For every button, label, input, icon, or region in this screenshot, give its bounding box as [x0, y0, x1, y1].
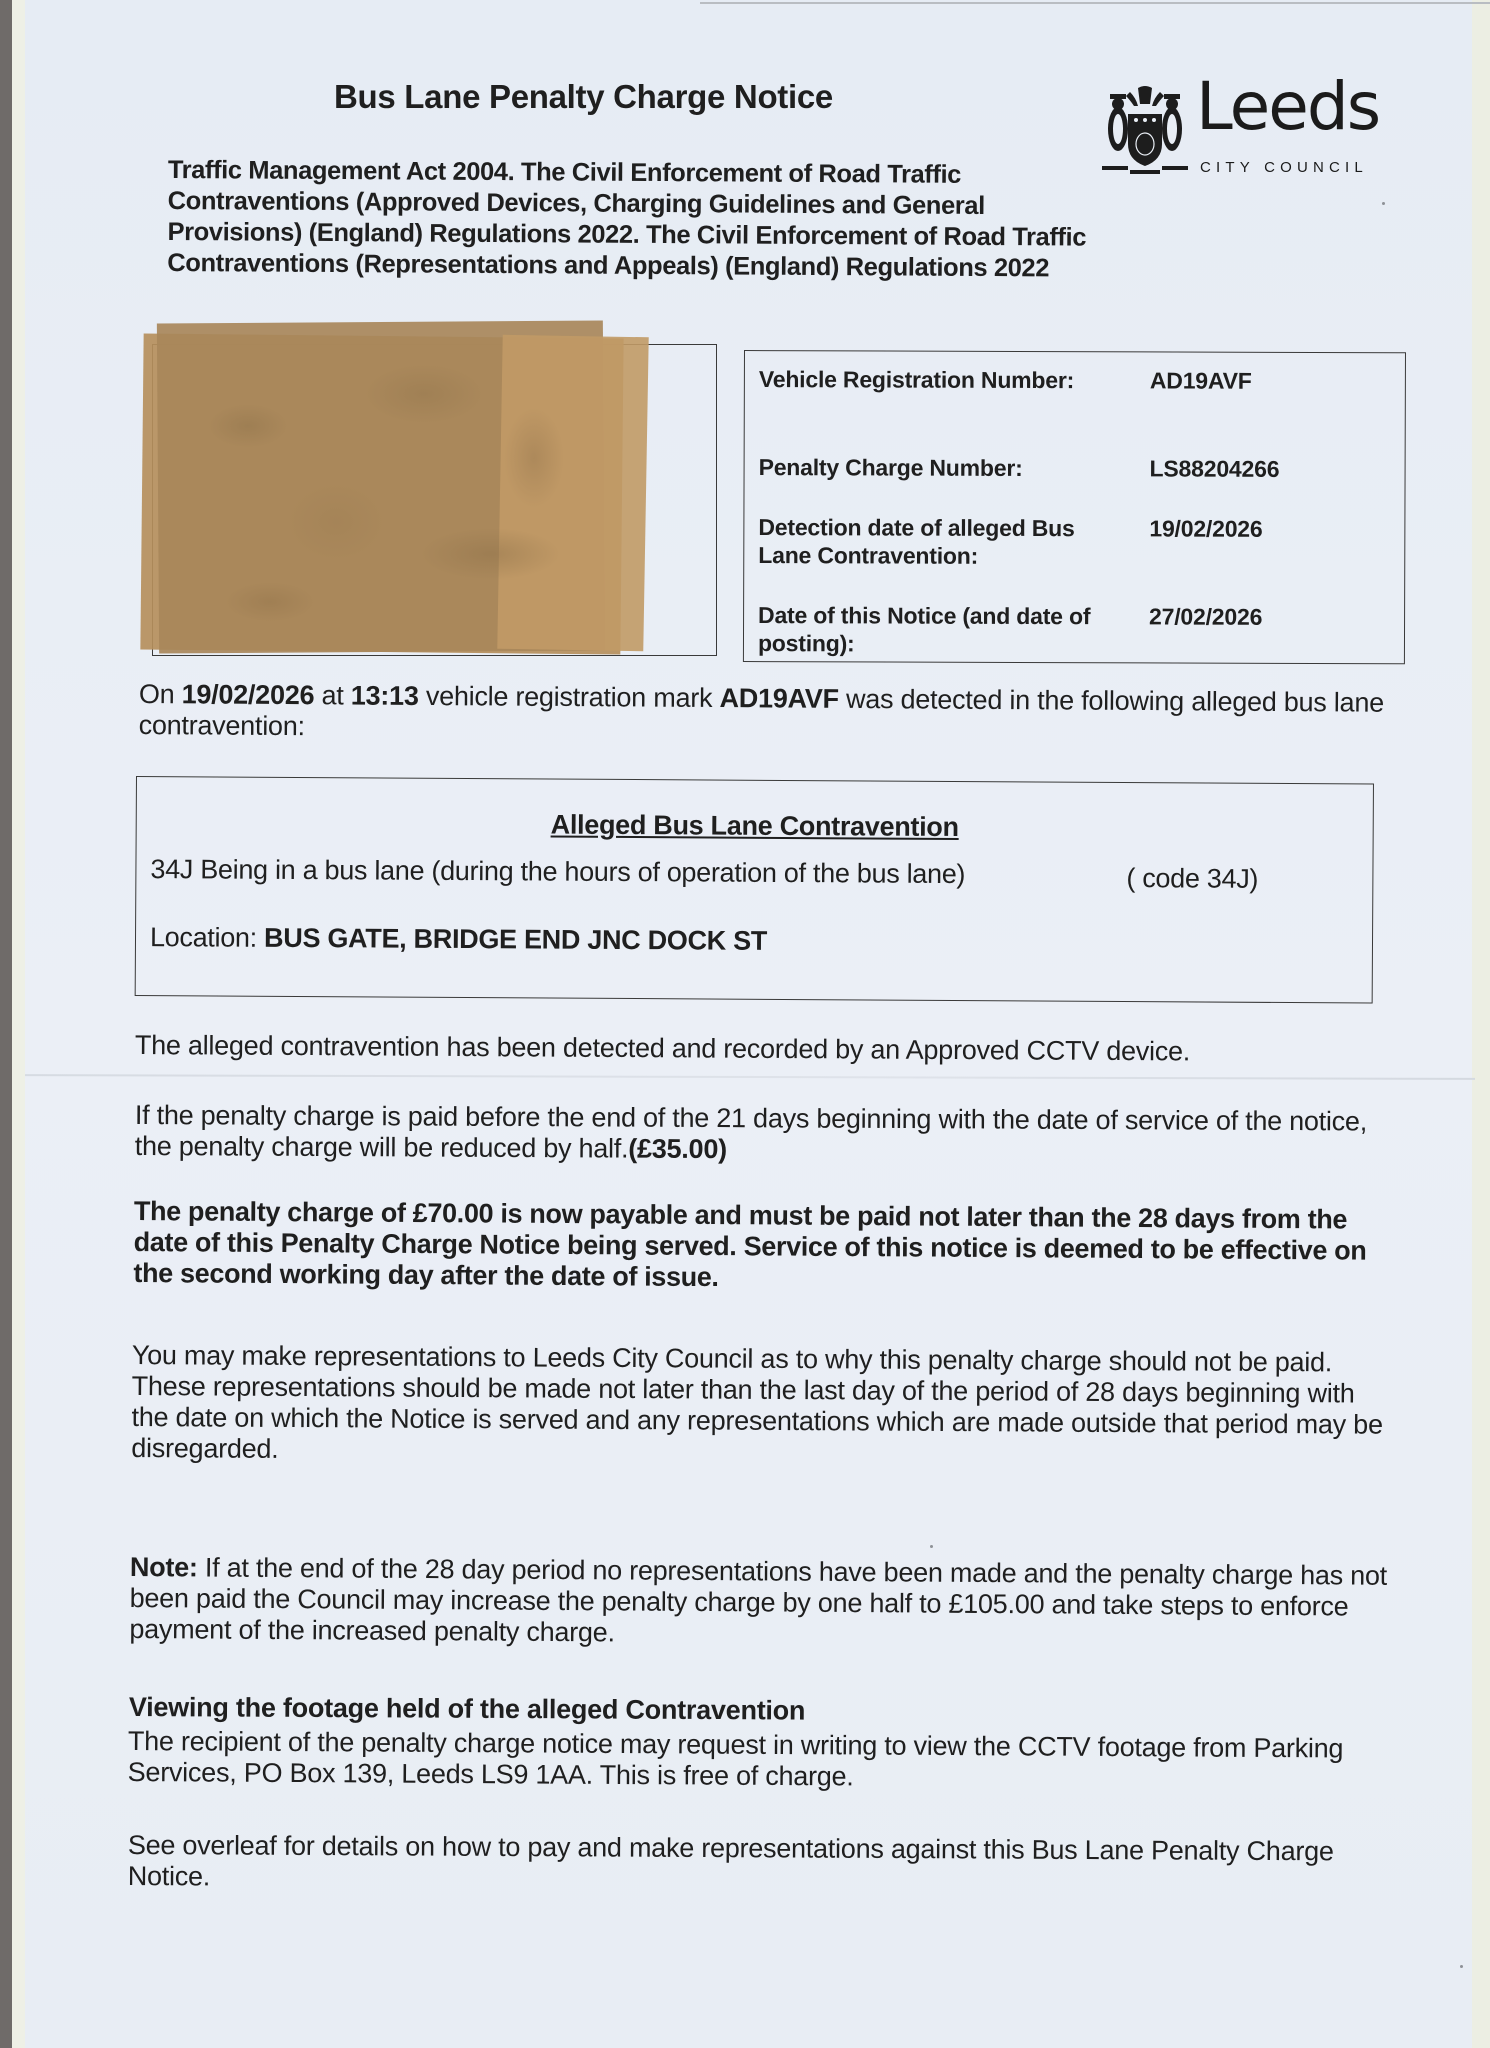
- representations-paragraph: You may make representations to Leeds City Council as to why this penalty charge should not be paid. These representations should be made not later than the last day of the period of 28 days beginning with the date on which the Notice is served and any representations which are made outside that period may be disregarded.: [131, 1340, 1383, 1464]
- detection-date: 19/02/2026: [181, 679, 315, 711]
- detection-date-value: 19/02/2026: [1149, 515, 1263, 542]
- note-label: Note:: [129, 1552, 198, 1583]
- detail-label: Detection date of alleged Bus Lane Contravention:: [758, 514, 1075, 569]
- location-value: BUS GATE, BRIDGE END JNC DOCK ST: [264, 922, 768, 956]
- contravention-description: 34J Being in a bus lane (during the hours of operation of the bus lane): [150, 854, 966, 890]
- detection-registration: AD19AVF: [719, 683, 839, 714]
- detection-text: On: [138, 679, 182, 710]
- logo-wordmark: Leeds: [1196, 68, 1380, 145]
- vehicle-registration-value: AD19AVF: [1149, 367, 1252, 394]
- contravention-heading: Alleged Bus Lane Contravention: [550, 809, 959, 843]
- cctv-statement: The alleged contravention has been detected and recorded by an Approved CCTV device.: [134, 1030, 1191, 1067]
- reduced-charge-text: If the penalty charge is paid before the end of the 21 days beginning with the date of service of the notice, the penalty charge will be reduced by half.: [134, 1100, 1368, 1164]
- reduced-charge-amount: (£35.00): [628, 1133, 727, 1165]
- legal-basis-text: Traffic Management Act 2004. The Civil Enforcement of Road Traffic Contraventions (Approved Devices, Charging Guidelines and General Provisions) (England) Regulations 2022. The Civil Enforcement of Road Traffic Contraventions (Representations and Appeals) (England) Regulations 2022: [167, 155, 1087, 283]
- location-label: Location:: [149, 922, 265, 953]
- overleaf-paragraph: See overleaf for details on how to pay and make representations against this Bus Lane Penalty Charge Notice.: [127, 1830, 1334, 1892]
- paper-speck: [1460, 1965, 1463, 1968]
- redaction-tape-texture: [160, 330, 600, 650]
- detection-text: vehicle registration mark: [418, 680, 720, 714]
- detail-label: Vehicle Registration Number:: [758, 366, 1075, 394]
- paper-speck: [930, 1545, 933, 1548]
- detection-time: 13:13: [350, 680, 419, 711]
- scanner-background: [0, 0, 12, 2048]
- contravention-box: [135, 776, 1374, 1004]
- contravention-code: ( code 34J): [1126, 863, 1259, 894]
- note-text: If at the end of the 28 day period no representations have been made and the penalty charge has not been paid the Council may increase the penalty charge by one half to £105.00 and take steps to enforce payment of the increased penalty charge.: [129, 1552, 1388, 1648]
- detection-text: was detected in the following alleged bus lane contravention:: [138, 683, 1385, 742]
- paper-top-edge: [700, 2, 1490, 4]
- penalty-charge-number-value: LS88204266: [1149, 455, 1280, 482]
- document-title: Bus Lane Penalty Charge Notice: [334, 78, 833, 115]
- contravention-location: [150, 922, 767, 957]
- note-paragraph: [129, 1552, 1390, 1654]
- detection-text: at: [314, 680, 351, 711]
- leeds-city-council-logo: [1100, 68, 1400, 180]
- footage-paragraph: The recipient of the penalty charge notice may request in writing to view the CCTV footage from Parking Services, PO Box 139, Leeds LS9 1AA. This is free of charge.: [127, 1726, 1344, 1792]
- paper-edge-right: [1472, 0, 1490, 2048]
- payable-charge-paragraph: The penalty charge of £70.00 is now payable and must be paid not later than the 28 days from the date of this Penalty Charge Notice being served. Service of this notice is deemed to be effective on the second working day after the date of issue.: [133, 1196, 1367, 1293]
- reduced-charge-paragraph: [135, 1100, 1395, 1169]
- notice-date-value: 27/02/2026: [1149, 603, 1263, 630]
- logo-subtitle: CITY COUNCIL: [1200, 159, 1368, 176]
- detection-statement: [139, 679, 1399, 750]
- paper-edge-left: [12, 0, 25, 2048]
- paper-speck: [1382, 202, 1385, 205]
- detail-label: Date of this Notice (and date of posting):: [757, 602, 1091, 657]
- notice-details-box: [743, 350, 1406, 664]
- footage-heading: Viewing the footage held of the alleged Contravention: [128, 1692, 806, 1726]
- detail-label: Penalty Charge Number:: [758, 454, 1023, 481]
- coat-of-arms-icon: [1100, 84, 1190, 176]
